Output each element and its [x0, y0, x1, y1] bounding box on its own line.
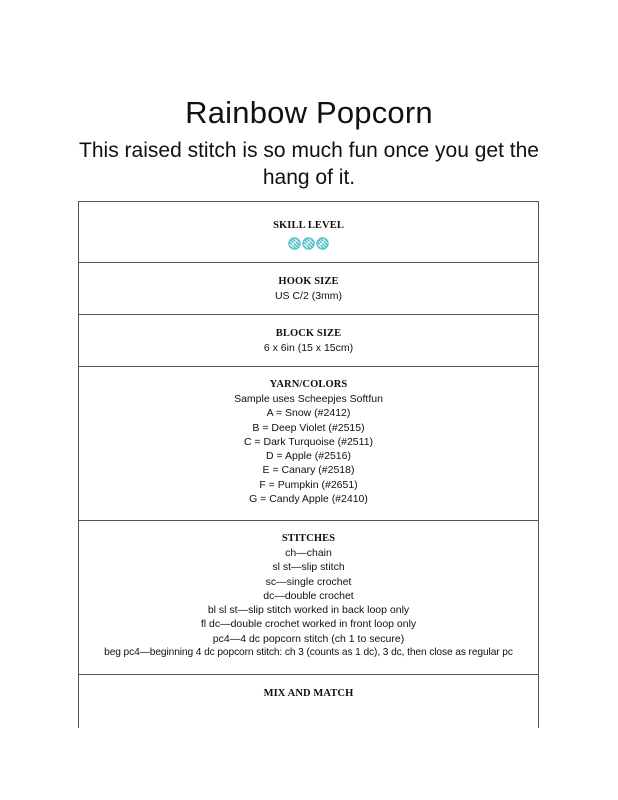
skill-level-rating: [79, 237, 538, 251]
stitch-item: pc4—4 dc popcorn stitch (ch 1 to secure): [212, 632, 405, 645]
hook-size-value: US C/2 (3mm): [274, 290, 343, 302]
yarn-colors-heading: YARN/COLORS: [269, 379, 348, 390]
yarn-color-g: G = Candy Apple (#2410): [249, 493, 368, 506]
pattern-info-table: [78, 201, 539, 728]
block-size-heading: BLOCK SIZE: [275, 328, 342, 339]
yarn-ball-icon: [316, 237, 329, 250]
hook-size-heading: HOOK SIZE: [278, 276, 339, 287]
stitch-item: beg pc4—beginning 4 dc popcorn stitch: ch 3 (counts as 1 dc), 3 dc, then close as regular pc: [104, 647, 513, 659]
stitch-item: fl dc—double crochet worked in front loop only: [200, 618, 417, 631]
mix-and-match-section: [79, 675, 538, 729]
yarn-color-a: A = Snow (#2412): [266, 407, 351, 420]
skill-level-section: [79, 202, 538, 263]
skill-level-heading: SKILL LEVEL: [273, 220, 344, 231]
yarn-ball-icon: [288, 237, 301, 250]
hook-size-section: [79, 263, 538, 315]
yarn-color-c: C = Dark Turquoise (#2511): [243, 435, 374, 448]
stitch-item: ch—chain: [285, 547, 332, 559]
stitch-item: bl sl st—slip stitch worked in back loop only: [207, 604, 410, 617]
yarn-color-f: F = Pumpkin (#2651): [259, 478, 358, 491]
yarn-ball-icon: [302, 237, 315, 250]
yarn-color-d: D = Apple (#2516): [266, 450, 351, 463]
yarn-color-b: B = Deep Violet (#2515): [252, 421, 365, 434]
page-title: Rainbow Popcorn: [185, 95, 433, 130]
stitches-section: [79, 521, 538, 675]
stitch-item: sl st—slip stitch: [272, 561, 345, 574]
stitch-item: dc—double crochet: [263, 589, 354, 602]
yarn-colors-section: [79, 367, 538, 521]
page-subtitle: This raised stitch is so much fun once you get the hang of it.: [79, 139, 539, 189]
mix-and-match-heading: MIX AND MATCH: [263, 688, 354, 699]
yarn-line: Sample uses Scheepjes Softfun: [234, 393, 383, 405]
block-size-value: 6 x 6in (15 x 15cm): [263, 342, 354, 354]
stitches-heading: STITCHES: [281, 533, 336, 544]
yarn-color-e: E = Canary (#2518): [262, 464, 355, 477]
stitch-item: sc—single crochet: [265, 575, 352, 588]
block-size-section: [79, 315, 538, 367]
